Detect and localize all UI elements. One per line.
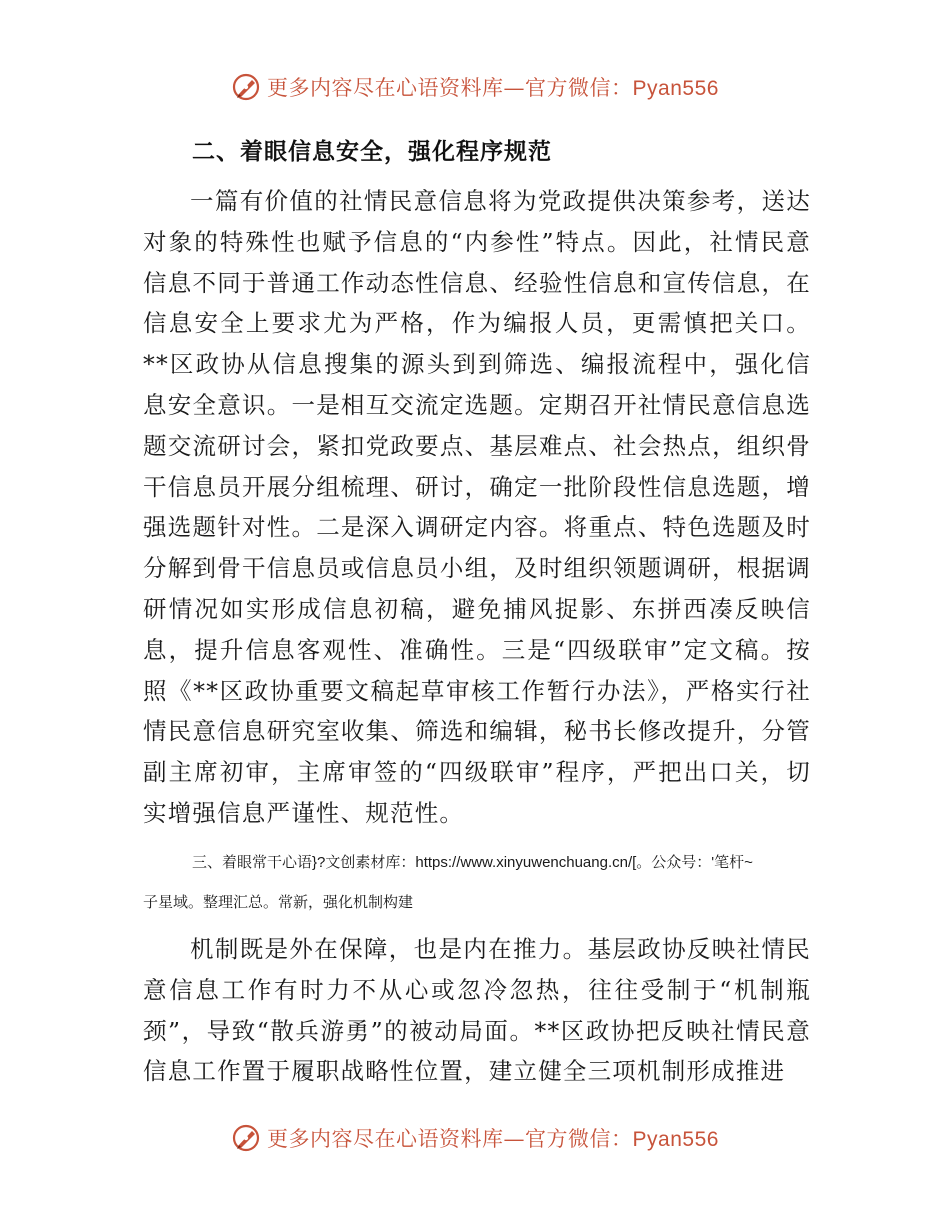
pen-seal-icon: [231, 1123, 261, 1153]
section-heading: 二、着眼信息安全，强化程序规范: [192, 139, 552, 165]
section-title-line: 三、着眼常干心语}?文创素材库：https://www.xinyuwenchuang.cn/[。公众号：'笔杆~: [192, 854, 753, 871]
watermark-banner-top: [0, 72, 950, 102]
watermark-text: 更多内容尽在心语资料库—官方微信：Pyan556: [267, 1127, 719, 1151]
body-paragraph: 一篇有价值的社情民意信息将为党政提供决策参考，送达对象的特殊性也赋予信息的“内参性”特点。因此，社情民意信息不同于普通工作动态性信息、经验性信息和宣传信息，在信息安全上要求尤为严格，作为编报人员，更需慎把关口。**区政协从信息搜集的源头到到筛选、编报流程中，强化信息安全意识。一是相互交流定选题。定期召开社情民意信息选题交流研讨会，紧扣党政要点、基层难点、社会热点，组织骨干信息员开展分组梳理、研讨，确定一批阶段性信息选题，增强选题针对性。二是深入调研定内容。将重点、特色选题及时分解到骨干信息员或信息员小组，及时组织领题调研，根据调研情况如实形成信息初稿，避免捕风捉影、东拼西凑反映信息，提升信息客观性、准确性。三是“四级联审”定文稿。按照《**区政协重要文稿起草审核工作暂行办法》，严格实行社情民意信息研究室收集、筛选和编辑，秘书长修改提升，分管副主席初审，主席审签的“四级联审”程序，严把出口关，切实增强信息严谨性、规范性。: [143, 187, 811, 827]
watermark-wechat-id: Pyan556: [632, 77, 719, 100]
watermark-text: 更多内容尽在心语资料库—官方微信：Pyan556: [267, 76, 719, 100]
section-title-line: 子星域。整理汇总。常新，强化机制构建: [143, 894, 414, 911]
watermark-wechat-id: Pyan556: [632, 1128, 719, 1151]
pen-seal-icon: [231, 72, 261, 102]
body-paragraph: 机制既是外在保障，也是内在推力。基层政协反映社情民意信息工作有时力不从心或忽冷忽热，往往受制于“机制瓶颈”，导致“散兵游勇”的被动局面。**区政协把反映社情民意信息工作置于履职战略性位置，建立健全三项机制形成推进: [143, 935, 811, 1086]
watermark-banner-bottom: [0, 1123, 950, 1153]
